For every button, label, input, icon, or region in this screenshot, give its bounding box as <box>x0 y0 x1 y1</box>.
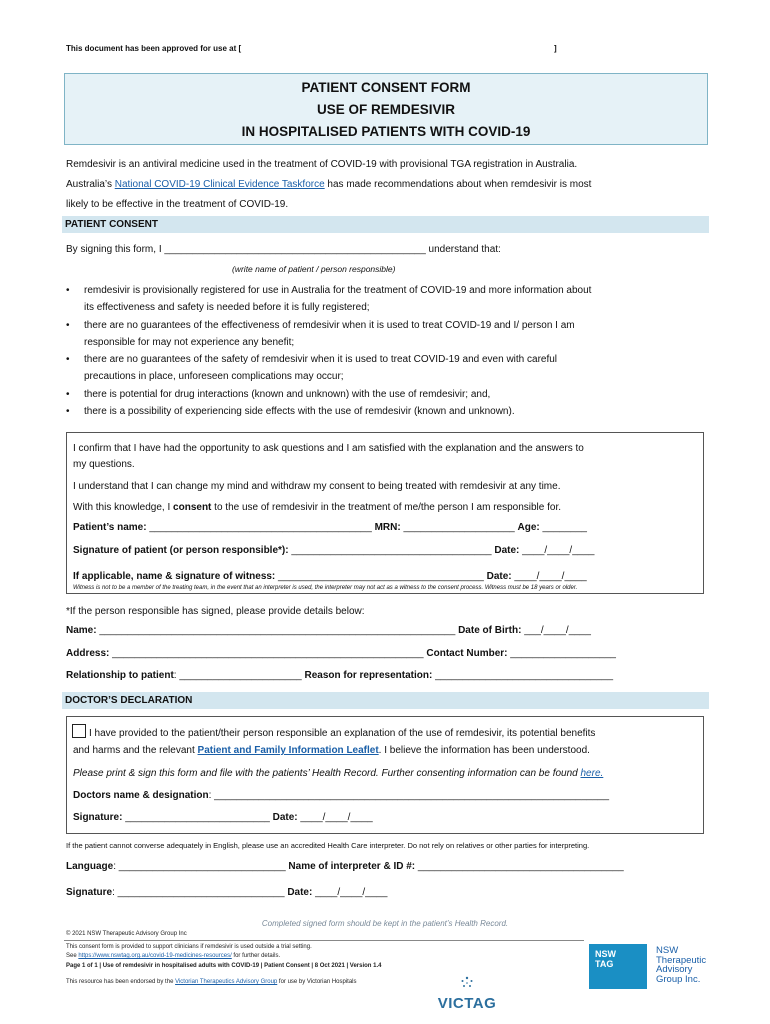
patient-name-field[interactable]: ________________________________________ <box>146 522 375 533</box>
contact-label: Contact Number: <box>426 648 508 659</box>
endorsed-note <box>66 979 357 985</box>
patient-name-hint: (write name of patient / person responsible) <box>232 264 396 274</box>
declaration-line-1: I have provided to the patient/their person responsible an explanation of the use of remdesivir, its potential benefits <box>89 728 596 739</box>
responsible-note: *If the person responsible has signed, please provide details below: <box>66 606 365 617</box>
consent-word: consent <box>173 502 212 513</box>
nsw-badge-line-2: TAG <box>595 959 614 969</box>
doctor-name-field[interactable]: : _______________________________________________________________________ <box>208 790 610 801</box>
print-instructions <box>73 765 701 782</box>
interpreter-note: If the patient cannot converse adequately in English, please use an accredited Health Care interpreter. Do not rely on relatives or other parties for interpreting. <box>66 841 590 850</box>
mrn-label: MRN: <box>374 522 401 533</box>
interpreter-signature-row <box>66 887 716 898</box>
taskforce-link[interactable]: National COVID-19 Clinical Evidence Taskforce <box>114 179 325 190</box>
interpreter-language-row <box>66 861 716 872</box>
age-field[interactable]: ________ <box>539 522 587 533</box>
victag-star-icon <box>460 976 474 990</box>
consent-bullet-list <box>66 282 706 420</box>
interpreter-date-label: Date: <box>287 887 313 898</box>
interpreter-field[interactable]: _____________________________________ <box>415 861 624 872</box>
completed-note: Completed signed form should be kept in the patient’s Health Record. <box>261 919 509 928</box>
consent-text: With this knowledge, I <box>73 502 174 513</box>
title-line-3: IN HOSPITALISED PATIENTS WITH COVID-19 <box>241 124 531 139</box>
provided-note: This consent form is provided to support clinicians if remdesivir is used outside a trial setting. <box>66 944 312 950</box>
contact-field[interactable]: ___________________ <box>507 648 616 659</box>
list-item: • there are no guarantees of the safety of remdesivir when it is used to treat COVID-19 and even with careful <box>66 351 706 368</box>
witness-date-label: Date: <box>486 571 512 582</box>
consent-box <box>66 432 704 594</box>
patient-date-field[interactable]: ____/____/____ <box>519 545 595 556</box>
language-label: Language <box>66 861 114 872</box>
patient-signature-field[interactable]: ____________________________________ <box>288 545 495 556</box>
victag-wordmark: VICTAG <box>437 995 497 1012</box>
doctor-declaration-box <box>66 716 704 834</box>
declaration-text: . I believe the information has been understood. <box>378 745 590 756</box>
see-note <box>66 953 280 959</box>
relationship-field[interactable]: : ______________________ <box>173 670 305 681</box>
victag-logo <box>437 976 497 1012</box>
intro-paragraph <box>66 155 706 215</box>
reason-field[interactable]: ________________________________ <box>432 670 614 681</box>
intro-line-3: likely to be effective in the treatment of COVID-19. <box>66 199 289 210</box>
declaration-text: and harms and the relevant <box>73 745 198 756</box>
responsible-name-label: Name: <box>66 625 97 636</box>
confirm-line-2: my questions. <box>73 459 135 470</box>
dob-label: Date of Birth: <box>458 625 522 636</box>
nsw-name-line: Advisory <box>656 964 693 975</box>
patient-signature-row <box>73 543 701 559</box>
interpreter-signature-label: Signature <box>66 887 113 898</box>
victag-link[interactable]: Victorian Therapeutics Advisory Group <box>175 979 278 985</box>
nsw-badge-line-1: NSW <box>595 949 616 959</box>
dob-field[interactable]: ___/____/____ <box>521 625 591 636</box>
intro-text: Australia’s <box>66 179 115 190</box>
patient-consent-heading: PATIENT CONSENT <box>62 216 709 233</box>
title-line-1: PATIENT CONSENT FORM <box>301 80 471 95</box>
patient-signature-label: Signature of patient (or person responsible*): <box>73 545 289 556</box>
print-text: Please print & sign this form and file with the patients’ Health Record. Further consenting information can be found <box>73 768 581 779</box>
intro-text: has made recommendations about when remdesivir is most <box>324 179 592 190</box>
nsw-name-line: Group Inc. <box>656 973 701 985</box>
patient-name-label: Patient’s name: <box>73 522 147 533</box>
interpreter-signature-field[interactable]: : ______________________________ <box>112 887 288 898</box>
responsible-name-row <box>66 625 716 636</box>
approval-line <box>66 44 566 53</box>
endorsed-text: for use by Victorian Hospitals <box>277 979 357 985</box>
nsw-tag-logo <box>589 944 647 989</box>
language-field[interactable]: : ______________________________ <box>113 861 289 872</box>
doctor-name-row <box>73 787 701 804</box>
interpreter-date-field[interactable]: ____/____/____ <box>312 887 388 898</box>
see-text: See <box>66 953 79 959</box>
address-field[interactable]: ________________________________________________________ <box>109 648 427 659</box>
witness-note: Witness is not to be a member of the treating team, in the event that an interpreter is used, the interpreter may not act as a witness to the consent process. Witness must be 18 years or older. <box>73 585 578 591</box>
confirm-line-1: I confirm that I have had the opportunity to ask questions and I am satisfied with the explanation and the answers to <box>73 443 584 454</box>
patient-sign-line[interactable]: By signing this form, I _______________________________________________ understand that: <box>66 244 501 255</box>
list-item: • there is a possibility of experiencing side effects with the use of remdesivir (known and unknown). <box>66 403 706 420</box>
responsible-name-field[interactable]: ________________________________________________________________ <box>96 625 459 636</box>
nsw-tag-name <box>656 946 706 984</box>
see-text: for further details. <box>231 953 281 959</box>
declaration-checkbox[interactable] <box>72 724 86 738</box>
copyright: © 2021 NSW Therapeutic Advisory Group Inc <box>66 931 187 937</box>
witness-field[interactable]: _____________________________________ <box>275 571 487 582</box>
responsible-address-row <box>66 648 716 659</box>
doctor-signature-row <box>73 809 701 826</box>
form-title-box <box>64 73 708 145</box>
list-item: • there is potential for drug interactions (known and unknown) with the use of remdesivir; and, <box>66 386 706 403</box>
doctor-declaration-heading: DOCTOR’S DECLARATION <box>62 692 709 709</box>
doctor-name-label: Doctors name & designation <box>73 790 209 801</box>
witness-label: If applicable, name & signature of witness: <box>73 571 276 582</box>
consent-statement <box>73 500 701 516</box>
list-item: • there are no guarantees of the effectiveness of remdesivir when it is used to treat COVID-19 and I/ person I am <box>66 317 706 334</box>
declaration-line-2 <box>73 742 701 759</box>
title-line-2: USE OF REMDESIVIR <box>316 102 456 117</box>
age-label: Age: <box>517 522 540 533</box>
page-info: Page 1 of 1 | Use of remdesivir in hospitalised adults with COVID-19 | Patient Consent | 8 Oct 2021 | Version 1.4 <box>66 963 382 969</box>
nsw-name-line: NSW <box>656 945 679 956</box>
list-item: • remdesivir is provisionally registered for use in Australia for the treatment of COVID-19 and more information about <box>66 282 706 299</box>
here-link[interactable]: here. <box>580 768 604 779</box>
approval-text: This document has been approved for use at [ <box>66 44 242 53</box>
list-item-continued: its effectiveness and safety is needed before it is fully registered; <box>84 302 370 314</box>
responsible-relationship-row <box>66 670 716 681</box>
list-item-continued: responsible for may not experience any benefit; <box>84 336 295 348</box>
list-item-continued: precautions in place, unforeseen complications may occur; <box>84 371 344 383</box>
withdraw-text: I understand that I can change my mind and withdraw my consent to being treated with remdesivir at any time. <box>73 481 561 492</box>
doctor-signature-field[interactable]: __________________________ <box>122 812 273 823</box>
patient-details-row <box>73 520 701 536</box>
witness-date-field[interactable]: ____/____/____ <box>511 571 587 582</box>
nswtag-url-link[interactable]: https://www.nswtag.org.au/covid-19-medicines-resources/ <box>78 953 232 959</box>
doctor-signature-label: Signature: <box>73 812 123 823</box>
witness-row <box>73 569 701 585</box>
relationship-label: Relationship to patient <box>66 670 174 681</box>
footer-divider <box>64 940 584 941</box>
intro-line-2 <box>66 175 706 195</box>
leaflet-link[interactable]: Patient and Family Information Leaflet <box>197 745 379 756</box>
doctor-date-label: Date: <box>272 812 298 823</box>
patient-date-label: Date: <box>494 545 520 556</box>
confirm-text <box>73 441 701 473</box>
doctor-date-field[interactable]: ____/____/____ <box>297 812 373 823</box>
endorsed-text: This resource has been endorsed by the <box>66 979 176 985</box>
reason-label: Reason for representation: <box>304 670 433 681</box>
approval-close: ] <box>554 44 557 53</box>
nsw-name-line: Therapeutic <box>656 954 707 966</box>
mrn-field[interactable]: ____________________ <box>400 522 518 533</box>
intro-line-1: Remdesivir is an antiviral medicine used in the treatment of COVID-19 with provisional TGA registration in Australia. <box>66 159 578 170</box>
consent-text: to the use of remdesivir in the treatment of me/the person I am responsible for. <box>211 502 562 513</box>
interpreter-label: Name of interpreter & ID #: <box>288 861 416 872</box>
address-label: Address: <box>66 648 110 659</box>
